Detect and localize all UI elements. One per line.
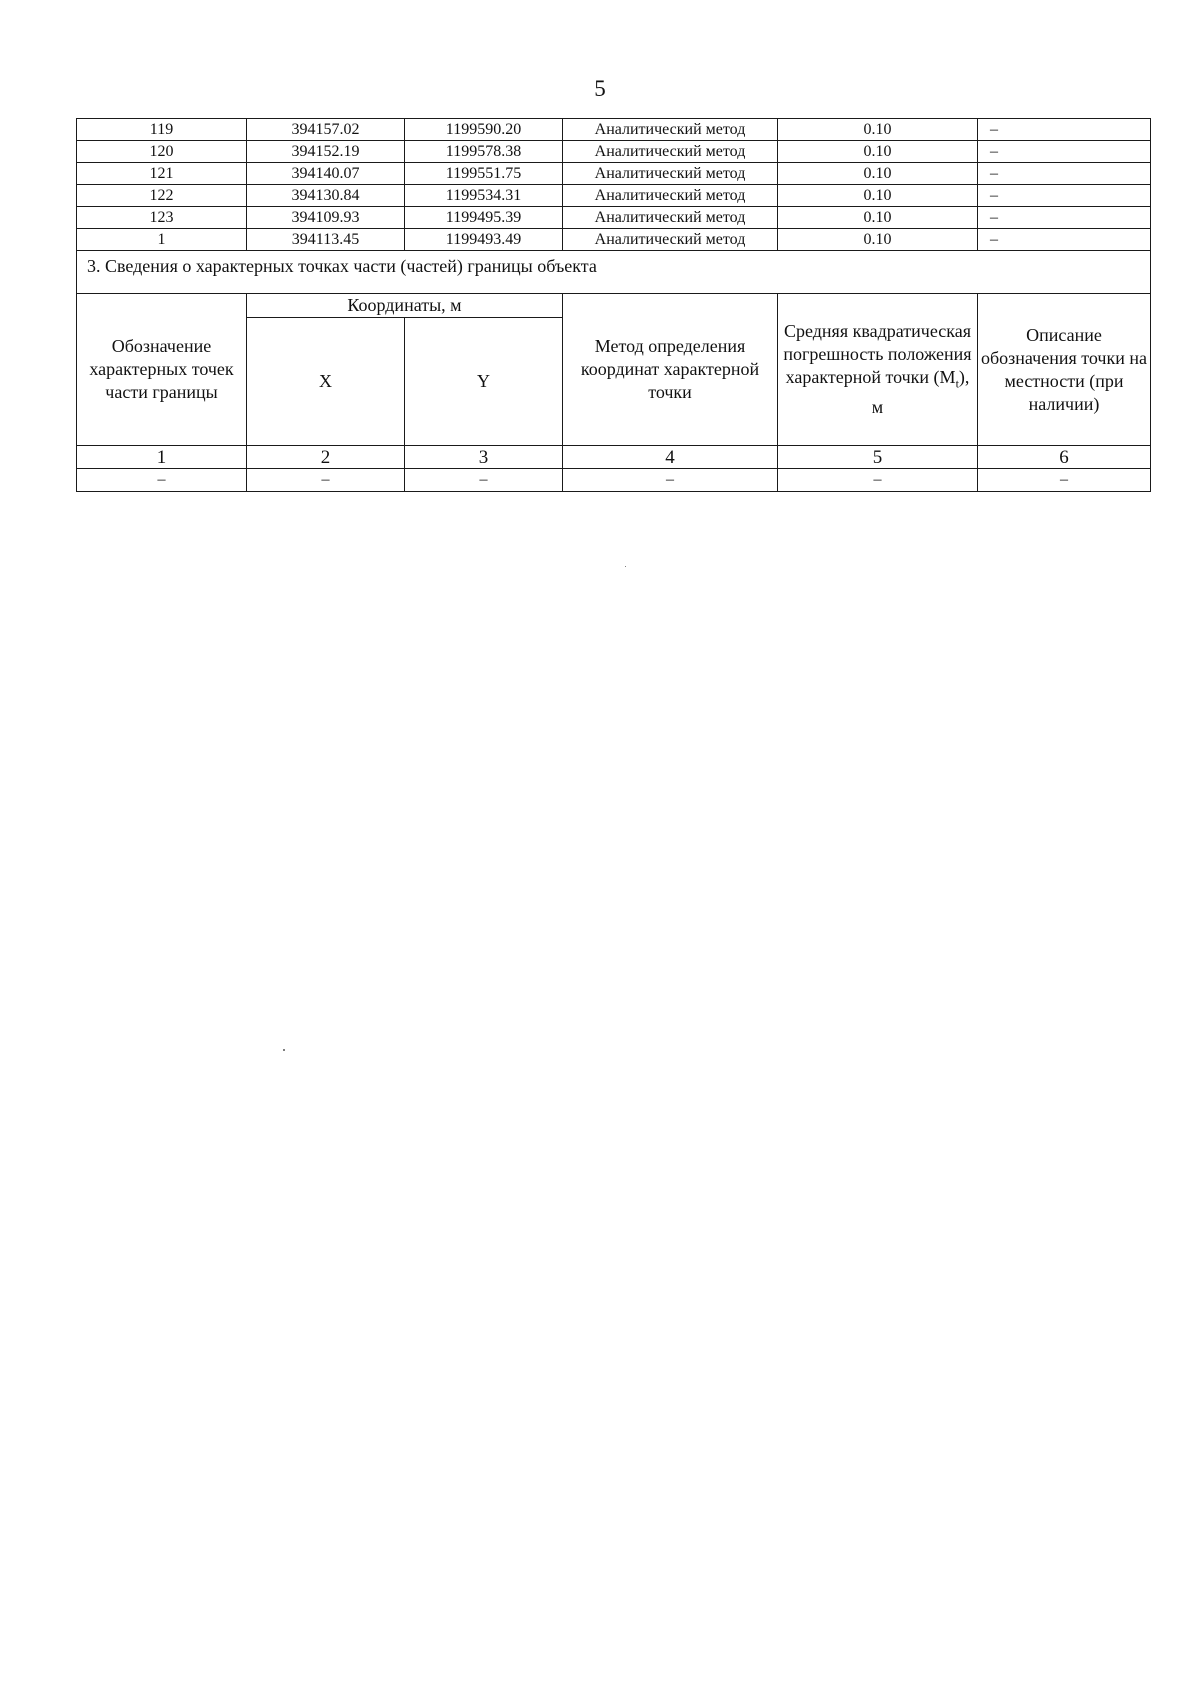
coord-x: 394113.45 <box>247 229 405 251</box>
description: – <box>978 229 1151 251</box>
section-title-row <box>77 251 1151 294</box>
mean-error: 0.10 <box>778 207 978 229</box>
point-number: 123 <box>77 207 247 229</box>
header-description: Описание обозначения точки на местности (при наличии) <box>978 294 1151 446</box>
table-row <box>77 185 1151 207</box>
coord-x: 394109.93 <box>247 207 405 229</box>
mean-error: 0.10 <box>778 229 978 251</box>
table-row <box>77 229 1151 251</box>
empty-row <box>77 469 1151 492</box>
table-row <box>77 141 1151 163</box>
header-method: Метод определения координат характерной точки <box>563 294 778 446</box>
characteristic-points-table <box>76 118 1151 492</box>
description: – <box>978 141 1151 163</box>
table-row <box>77 207 1151 229</box>
column-number: 1 <box>77 446 247 469</box>
page-number: 5 <box>594 76 606 101</box>
point-number: 120 <box>77 141 247 163</box>
coord-y: 1199590.20 <box>405 119 563 141</box>
empty-cell: – <box>405 469 563 492</box>
column-numbers-row <box>77 446 1151 469</box>
description: – <box>978 119 1151 141</box>
coord-x: 394130.84 <box>247 185 405 207</box>
section-title: 3. Сведения о характерных точках части (частей) границы объекта <box>77 251 1151 294</box>
header-designation: Обозначение характерных точек части границы <box>77 294 247 446</box>
point-number: 122 <box>77 185 247 207</box>
description: – <box>978 185 1151 207</box>
mean-error: 0.10 <box>778 141 978 163</box>
header-mean-error-text: Средняя квадратическая погрешность положения характерной точки (M <box>783 321 972 388</box>
point-number: 1 <box>77 229 247 251</box>
coord-y: 1199578.38 <box>405 141 563 163</box>
column-number: 4 <box>563 446 778 469</box>
method: Аналитический метод <box>563 141 778 163</box>
method: Аналитический метод <box>563 185 778 207</box>
coord-y: 1199534.31 <box>405 185 563 207</box>
header-mean-error-unit: ), м <box>871 367 970 417</box>
mean-error: 0.10 <box>778 163 978 185</box>
empty-cell: – <box>77 469 247 492</box>
mean-error: 0.10 <box>778 185 978 207</box>
coord-y: 1199495.39 <box>405 207 563 229</box>
method: Аналитический метод <box>563 119 778 141</box>
method: Аналитический метод <box>563 229 778 251</box>
header-mean-error-subscript: t <box>955 376 959 391</box>
method: Аналитический метод <box>563 163 778 185</box>
method: Аналитический метод <box>563 207 778 229</box>
coord-x: 394157.02 <box>247 119 405 141</box>
scan-speck <box>283 1049 285 1051</box>
empty-cell: – <box>978 469 1151 492</box>
column-number: 2 <box>247 446 405 469</box>
table-row <box>77 163 1151 185</box>
description: – <box>978 163 1151 185</box>
header-y: Y <box>405 318 563 446</box>
column-number: 5 <box>778 446 978 469</box>
header-coordinates: Координаты, м <box>247 294 563 318</box>
header-x: X <box>247 318 405 446</box>
empty-cell: – <box>247 469 405 492</box>
table-row <box>77 119 1151 141</box>
mean-error: 0.10 <box>778 119 978 141</box>
coord-x: 394152.19 <box>247 141 405 163</box>
coord-x: 394140.07 <box>247 163 405 185</box>
header-row <box>77 294 1151 318</box>
point-number: 119 <box>77 119 247 141</box>
coord-y: 1199551.75 <box>405 163 563 185</box>
column-number: 3 <box>405 446 563 469</box>
coord-y: 1199493.49 <box>405 229 563 251</box>
scan-speck <box>625 566 626 567</box>
empty-cell: – <box>778 469 978 492</box>
empty-cell: – <box>563 469 778 492</box>
column-number: 6 <box>978 446 1151 469</box>
description: – <box>978 207 1151 229</box>
header-mean-error <box>778 294 978 446</box>
point-number: 121 <box>77 163 247 185</box>
